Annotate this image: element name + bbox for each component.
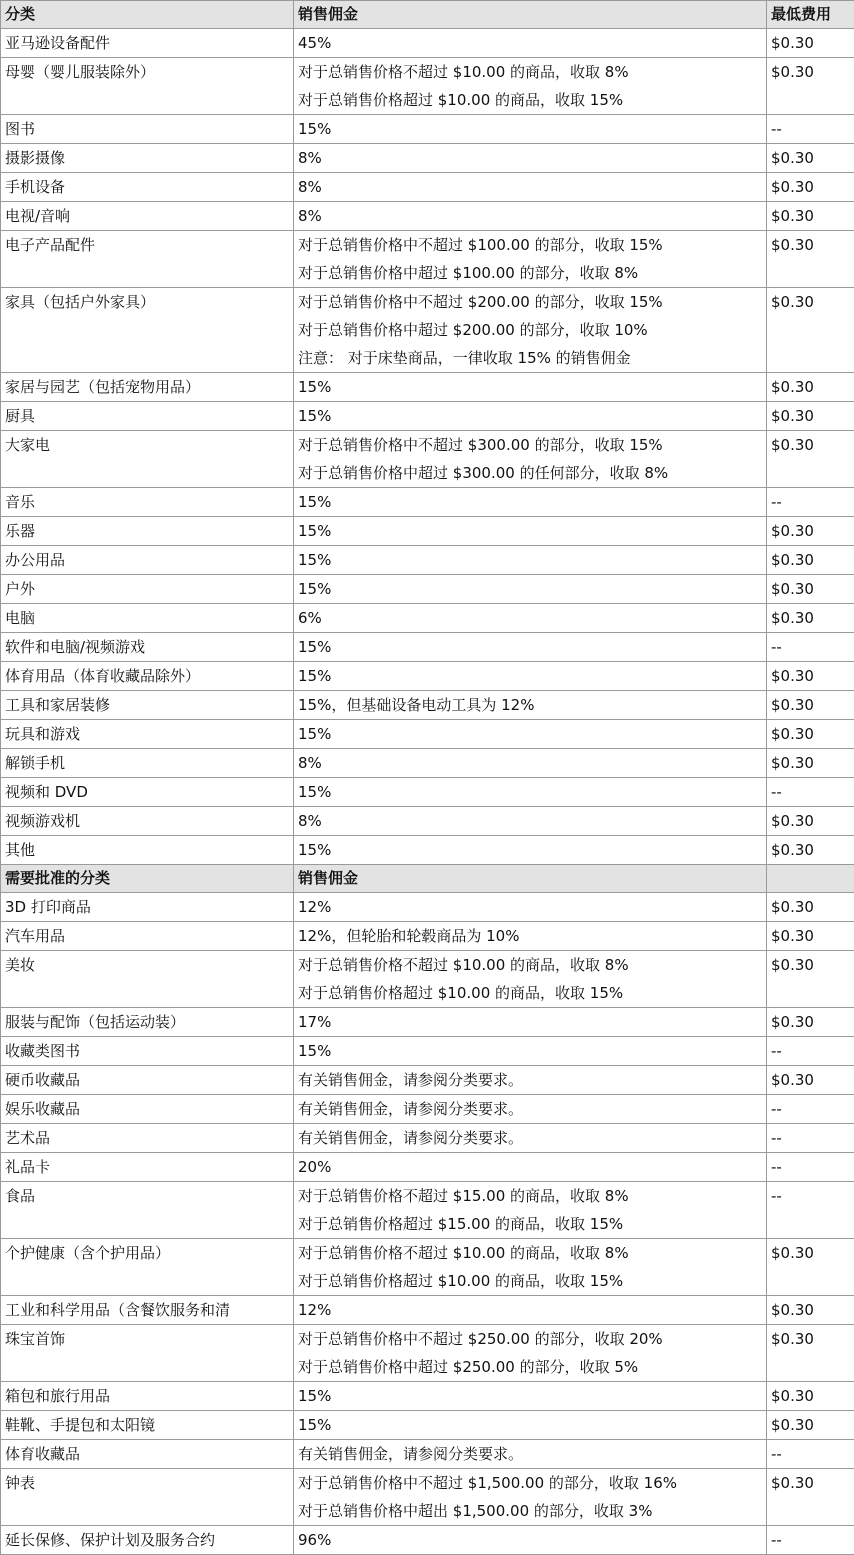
commission-line: 8%	[298, 807, 762, 835]
commission-cell	[294, 1008, 767, 1037]
category-cell: 硬币收藏品	[1, 1066, 294, 1095]
commission-line: 15%	[298, 633, 762, 661]
commission-cell	[294, 517, 767, 546]
commission-cell	[294, 778, 767, 807]
commission-line: 对于总销售价格不超过 $10.00 的商品，收取 8%	[298, 58, 762, 86]
commission-cell	[294, 691, 767, 720]
category-cell: 收藏类图书	[1, 1037, 294, 1066]
table-row	[1, 691, 854, 720]
table-row	[1, 115, 854, 144]
commission-cell	[294, 1037, 767, 1066]
min-fee-cell: $0.30	[767, 431, 854, 488]
commission-cell	[294, 922, 767, 951]
table-row	[1, 1124, 854, 1153]
min-fee-cell: $0.30	[767, 1325, 854, 1382]
section-header-min-fee	[767, 865, 854, 893]
commission-line: 注意： 对于床垫商品，一律收取 15% 的销售佣金	[298, 344, 762, 372]
min-fee-cell: $0.30	[767, 893, 854, 922]
min-fee-cell: $0.30	[767, 836, 854, 865]
table-row	[1, 1095, 854, 1124]
commission-line: 对于总销售价格超过 $10.00 的商品，收取 15%	[298, 86, 762, 114]
commission-cell	[294, 1526, 767, 1555]
commission-cell	[294, 1239, 767, 1296]
commission-line: 15%	[298, 488, 762, 516]
commission-line: 96%	[298, 1526, 762, 1554]
category-cell: 解锁手机	[1, 749, 294, 778]
commission-cell	[294, 1469, 767, 1526]
table-row	[1, 951, 854, 1008]
min-fee-cell: --	[767, 1153, 854, 1182]
commission-cell	[294, 893, 767, 922]
commission-cell	[294, 604, 767, 633]
commission-line: 对于总销售价格不超过 $15.00 的商品，收取 8%	[298, 1182, 762, 1210]
commission-line: 12%，但轮胎和轮毂商品为 10%	[298, 922, 762, 950]
commission-line: 对于总销售价格超过 $15.00 的商品，收取 15%	[298, 1210, 762, 1238]
min-fee-cell: $0.30	[767, 1469, 854, 1526]
table-row	[1, 1526, 854, 1555]
table-row	[1, 1037, 854, 1066]
category-cell: 电子产品配件	[1, 231, 294, 288]
main-category-rows	[1, 29, 854, 865]
min-fee-cell: $0.30	[767, 29, 854, 58]
min-fee-cell: $0.30	[767, 1066, 854, 1095]
commission-line: 15%	[298, 1411, 762, 1439]
min-fee-cell: $0.30	[767, 144, 854, 173]
commission-line: 15%	[298, 662, 762, 690]
min-fee-cell: $0.30	[767, 951, 854, 1008]
commission-cell	[294, 1440, 767, 1469]
min-fee-cell: $0.30	[767, 1008, 854, 1037]
commission-line: 对于总销售价格中不超过 $100.00 的部分，收取 15%	[298, 231, 762, 259]
commission-cell	[294, 115, 767, 144]
commission-line: 对于总销售价格超过 $10.00 的商品，收取 15%	[298, 1267, 762, 1295]
header-min-fee: 最低费用	[767, 1, 854, 29]
commission-cell	[294, 662, 767, 691]
commission-line: 对于总销售价格不超过 $10.00 的商品，收取 8%	[298, 951, 762, 979]
min-fee-cell: $0.30	[767, 173, 854, 202]
commission-cell	[294, 836, 767, 865]
min-fee-cell: --	[767, 488, 854, 517]
header-category: 分类	[1, 1, 294, 29]
min-fee-cell: $0.30	[767, 1296, 854, 1325]
min-fee-cell: --	[767, 1526, 854, 1555]
table-row	[1, 893, 854, 922]
commission-line: 对于总销售价格不超过 $10.00 的商品，收取 8%	[298, 1239, 762, 1267]
commission-line: 有关销售佣金，请参阅分类要求。	[298, 1066, 762, 1094]
commission-cell	[294, 373, 767, 402]
commission-line: 15%	[298, 402, 762, 430]
commission-line: 15%	[298, 778, 762, 806]
min-fee-cell: $0.30	[767, 749, 854, 778]
commission-line: 15%，但基础设备电动工具为 12%	[298, 691, 762, 719]
approval-category-rows	[1, 893, 854, 1555]
min-fee-cell: $0.30	[767, 604, 854, 633]
min-fee-cell: --	[767, 1182, 854, 1239]
min-fee-cell: $0.30	[767, 231, 854, 288]
table-header-row	[1, 1, 854, 29]
commission-line: 15%	[298, 546, 762, 574]
min-fee-cell: $0.30	[767, 662, 854, 691]
table-row	[1, 373, 854, 402]
category-cell: 体育收藏品	[1, 1440, 294, 1469]
min-fee-cell: --	[767, 1037, 854, 1066]
commission-cell	[294, 749, 767, 778]
category-cell: 音乐	[1, 488, 294, 517]
commission-line: 15%	[298, 575, 762, 603]
commission-line: 对于总销售价格中超过 $100.00 的部分，收取 8%	[298, 259, 762, 287]
table-row	[1, 29, 854, 58]
category-cell: 珠宝首饰	[1, 1325, 294, 1382]
table-row	[1, 749, 854, 778]
commission-cell	[294, 202, 767, 231]
commission-cell	[294, 488, 767, 517]
section-header-row	[1, 865, 854, 893]
category-cell: 乐器	[1, 517, 294, 546]
table-row	[1, 431, 854, 488]
min-fee-cell: $0.30	[767, 373, 854, 402]
commission-line: 45%	[298, 29, 762, 57]
commission-line: 有关销售佣金，请参阅分类要求。	[298, 1440, 762, 1468]
min-fee-cell: $0.30	[767, 1382, 854, 1411]
table-row	[1, 1239, 854, 1296]
table-row	[1, 1296, 854, 1325]
commission-cell	[294, 29, 767, 58]
category-cell: 美妆	[1, 951, 294, 1008]
commission-cell	[294, 144, 767, 173]
table-row	[1, 1182, 854, 1239]
category-cell: 体育用品（体育收藏品除外）	[1, 662, 294, 691]
min-fee-cell: $0.30	[767, 807, 854, 836]
commission-line: 对于总销售价格中超过 $300.00 的任何部分，收取 8%	[298, 459, 762, 487]
category-cell: 工具和家居装修	[1, 691, 294, 720]
commission-cell	[294, 720, 767, 749]
commission-cell	[294, 807, 767, 836]
table-row	[1, 202, 854, 231]
commission-line: 15%	[298, 836, 762, 864]
commission-line: 20%	[298, 1153, 762, 1181]
commission-cell	[294, 1182, 767, 1239]
category-cell: 大家电	[1, 431, 294, 488]
commission-line: 对于总销售价格中不超过 $200.00 的部分，收取 15%	[298, 288, 762, 316]
min-fee-cell: $0.30	[767, 922, 854, 951]
category-cell: 软件和电脑/视频游戏	[1, 633, 294, 662]
commission-line: 对于总销售价格中不超过 $300.00 的部分，收取 15%	[298, 431, 762, 459]
category-cell: 个护健康（含个护用品）	[1, 1239, 294, 1296]
section-header-commission: 销售佣金	[294, 865, 767, 893]
commission-cell	[294, 231, 767, 288]
table-row	[1, 1382, 854, 1411]
commission-line: 对于总销售价格中不超过 $250.00 的部分，收取 20%	[298, 1325, 762, 1353]
min-fee-cell: --	[767, 633, 854, 662]
table-row	[1, 1411, 854, 1440]
commission-line: 对于总销售价格中超过 $250.00 的部分，收取 5%	[298, 1353, 762, 1381]
table-row	[1, 173, 854, 202]
commission-line: 15%	[298, 720, 762, 748]
commission-line: 对于总销售价格中超出 $1,500.00 的部分，收取 3%	[298, 1497, 762, 1525]
min-fee-cell: $0.30	[767, 691, 854, 720]
category-cell: 箱包和旅行用品	[1, 1382, 294, 1411]
commission-line: 8%	[298, 173, 762, 201]
table-row	[1, 1008, 854, 1037]
min-fee-cell: $0.30	[767, 720, 854, 749]
commission-cell	[294, 575, 767, 604]
category-cell: 汽车用品	[1, 922, 294, 951]
commission-cell	[294, 1296, 767, 1325]
commission-cell	[294, 633, 767, 662]
table-row	[1, 633, 854, 662]
table-row	[1, 402, 854, 431]
commission-line: 8%	[298, 749, 762, 777]
commission-cell	[294, 546, 767, 575]
table-row	[1, 575, 854, 604]
table-row	[1, 662, 854, 691]
commission-line: 8%	[298, 202, 762, 230]
table-row	[1, 836, 854, 865]
category-cell: 工业和科学用品（含餐饮服务和清	[1, 1296, 294, 1325]
commission-cell	[294, 1124, 767, 1153]
min-fee-cell: --	[767, 115, 854, 144]
category-cell: 鞋靴、手提包和太阳镜	[1, 1411, 294, 1440]
commission-cell	[294, 173, 767, 202]
commission-line: 有关销售佣金，请参阅分类要求。	[298, 1124, 762, 1152]
commission-line: 12%	[298, 1296, 762, 1324]
commission-line: 6%	[298, 604, 762, 632]
category-cell: 视频游戏机	[1, 807, 294, 836]
table-row	[1, 58, 854, 115]
min-fee-cell: $0.30	[767, 1239, 854, 1296]
min-fee-cell: $0.30	[767, 288, 854, 373]
commission-cell	[294, 1411, 767, 1440]
category-cell: 家具（包括户外家具）	[1, 288, 294, 373]
category-cell: 食品	[1, 1182, 294, 1239]
min-fee-cell: $0.30	[767, 58, 854, 115]
min-fee-cell: --	[767, 1440, 854, 1469]
header-commission: 销售佣金	[294, 1, 767, 29]
commission-cell	[294, 1095, 767, 1124]
table-row	[1, 1440, 854, 1469]
commission-cell	[294, 1066, 767, 1095]
commission-line: 8%	[298, 144, 762, 172]
table-row	[1, 231, 854, 288]
commission-cell	[294, 951, 767, 1008]
commission-line: 对于总销售价格超过 $10.00 的商品，收取 15%	[298, 979, 762, 1007]
category-cell: 电脑	[1, 604, 294, 633]
category-cell: 厨具	[1, 402, 294, 431]
table-row	[1, 1153, 854, 1182]
table-row	[1, 1325, 854, 1382]
commission-cell	[294, 58, 767, 115]
min-fee-cell: --	[767, 1124, 854, 1153]
category-cell: 服装与配饰（包括运动装）	[1, 1008, 294, 1037]
table-row	[1, 517, 854, 546]
category-cell: 亚马逊设备配件	[1, 29, 294, 58]
table-row	[1, 778, 854, 807]
category-cell: 娱乐收藏品	[1, 1095, 294, 1124]
commission-line: 15%	[298, 115, 762, 143]
table-row	[1, 1066, 854, 1095]
commission-cell	[294, 431, 767, 488]
min-fee-cell: $0.30	[767, 546, 854, 575]
category-cell: 钟表	[1, 1469, 294, 1526]
min-fee-cell: $0.30	[767, 575, 854, 604]
category-cell: 3D 打印商品	[1, 893, 294, 922]
category-cell: 延长保修、保护计划及服务合约	[1, 1526, 294, 1555]
table-row	[1, 807, 854, 836]
table-row	[1, 604, 854, 633]
category-cell: 电视/音响	[1, 202, 294, 231]
table-row	[1, 144, 854, 173]
category-cell: 手机设备	[1, 173, 294, 202]
category-cell: 图书	[1, 115, 294, 144]
commission-line: 15%	[298, 373, 762, 401]
category-cell: 母婴（婴儿服装除外）	[1, 58, 294, 115]
commission-line: 对于总销售价格中不超过 $1,500.00 的部分，收取 16%	[298, 1469, 762, 1497]
table-row	[1, 720, 854, 749]
min-fee-cell: $0.30	[767, 202, 854, 231]
commission-line: 15%	[298, 1037, 762, 1065]
commission-cell	[294, 288, 767, 373]
commission-line: 15%	[298, 1382, 762, 1410]
table-row	[1, 488, 854, 517]
commission-cell	[294, 1153, 767, 1182]
min-fee-cell: --	[767, 778, 854, 807]
commission-cell	[294, 1325, 767, 1382]
table-row	[1, 288, 854, 373]
section-header-category: 需要批准的分类	[1, 865, 294, 893]
commission-line: 12%	[298, 893, 762, 921]
min-fee-cell: $0.30	[767, 517, 854, 546]
min-fee-cell: $0.30	[767, 1411, 854, 1440]
table-row	[1, 922, 854, 951]
category-cell: 视频和 DVD	[1, 778, 294, 807]
commission-cell	[294, 1382, 767, 1411]
category-cell: 摄影摄像	[1, 144, 294, 173]
commission-line: 对于总销售价格中超过 $200.00 的部分，收取 10%	[298, 316, 762, 344]
category-cell: 礼品卡	[1, 1153, 294, 1182]
commission-line: 17%	[298, 1008, 762, 1036]
category-cell: 其他	[1, 836, 294, 865]
commission-line: 有关销售佣金，请参阅分类要求。	[298, 1095, 762, 1123]
category-cell: 办公用品	[1, 546, 294, 575]
commission-line: 15%	[298, 517, 762, 545]
min-fee-cell: --	[767, 1095, 854, 1124]
category-cell: 户外	[1, 575, 294, 604]
category-cell: 艺术品	[1, 1124, 294, 1153]
table-row	[1, 1469, 854, 1526]
table-row	[1, 546, 854, 575]
category-cell: 家居与园艺（包括宠物用品）	[1, 373, 294, 402]
commission-cell	[294, 402, 767, 431]
min-fee-cell: $0.30	[767, 402, 854, 431]
category-cell: 玩具和游戏	[1, 720, 294, 749]
